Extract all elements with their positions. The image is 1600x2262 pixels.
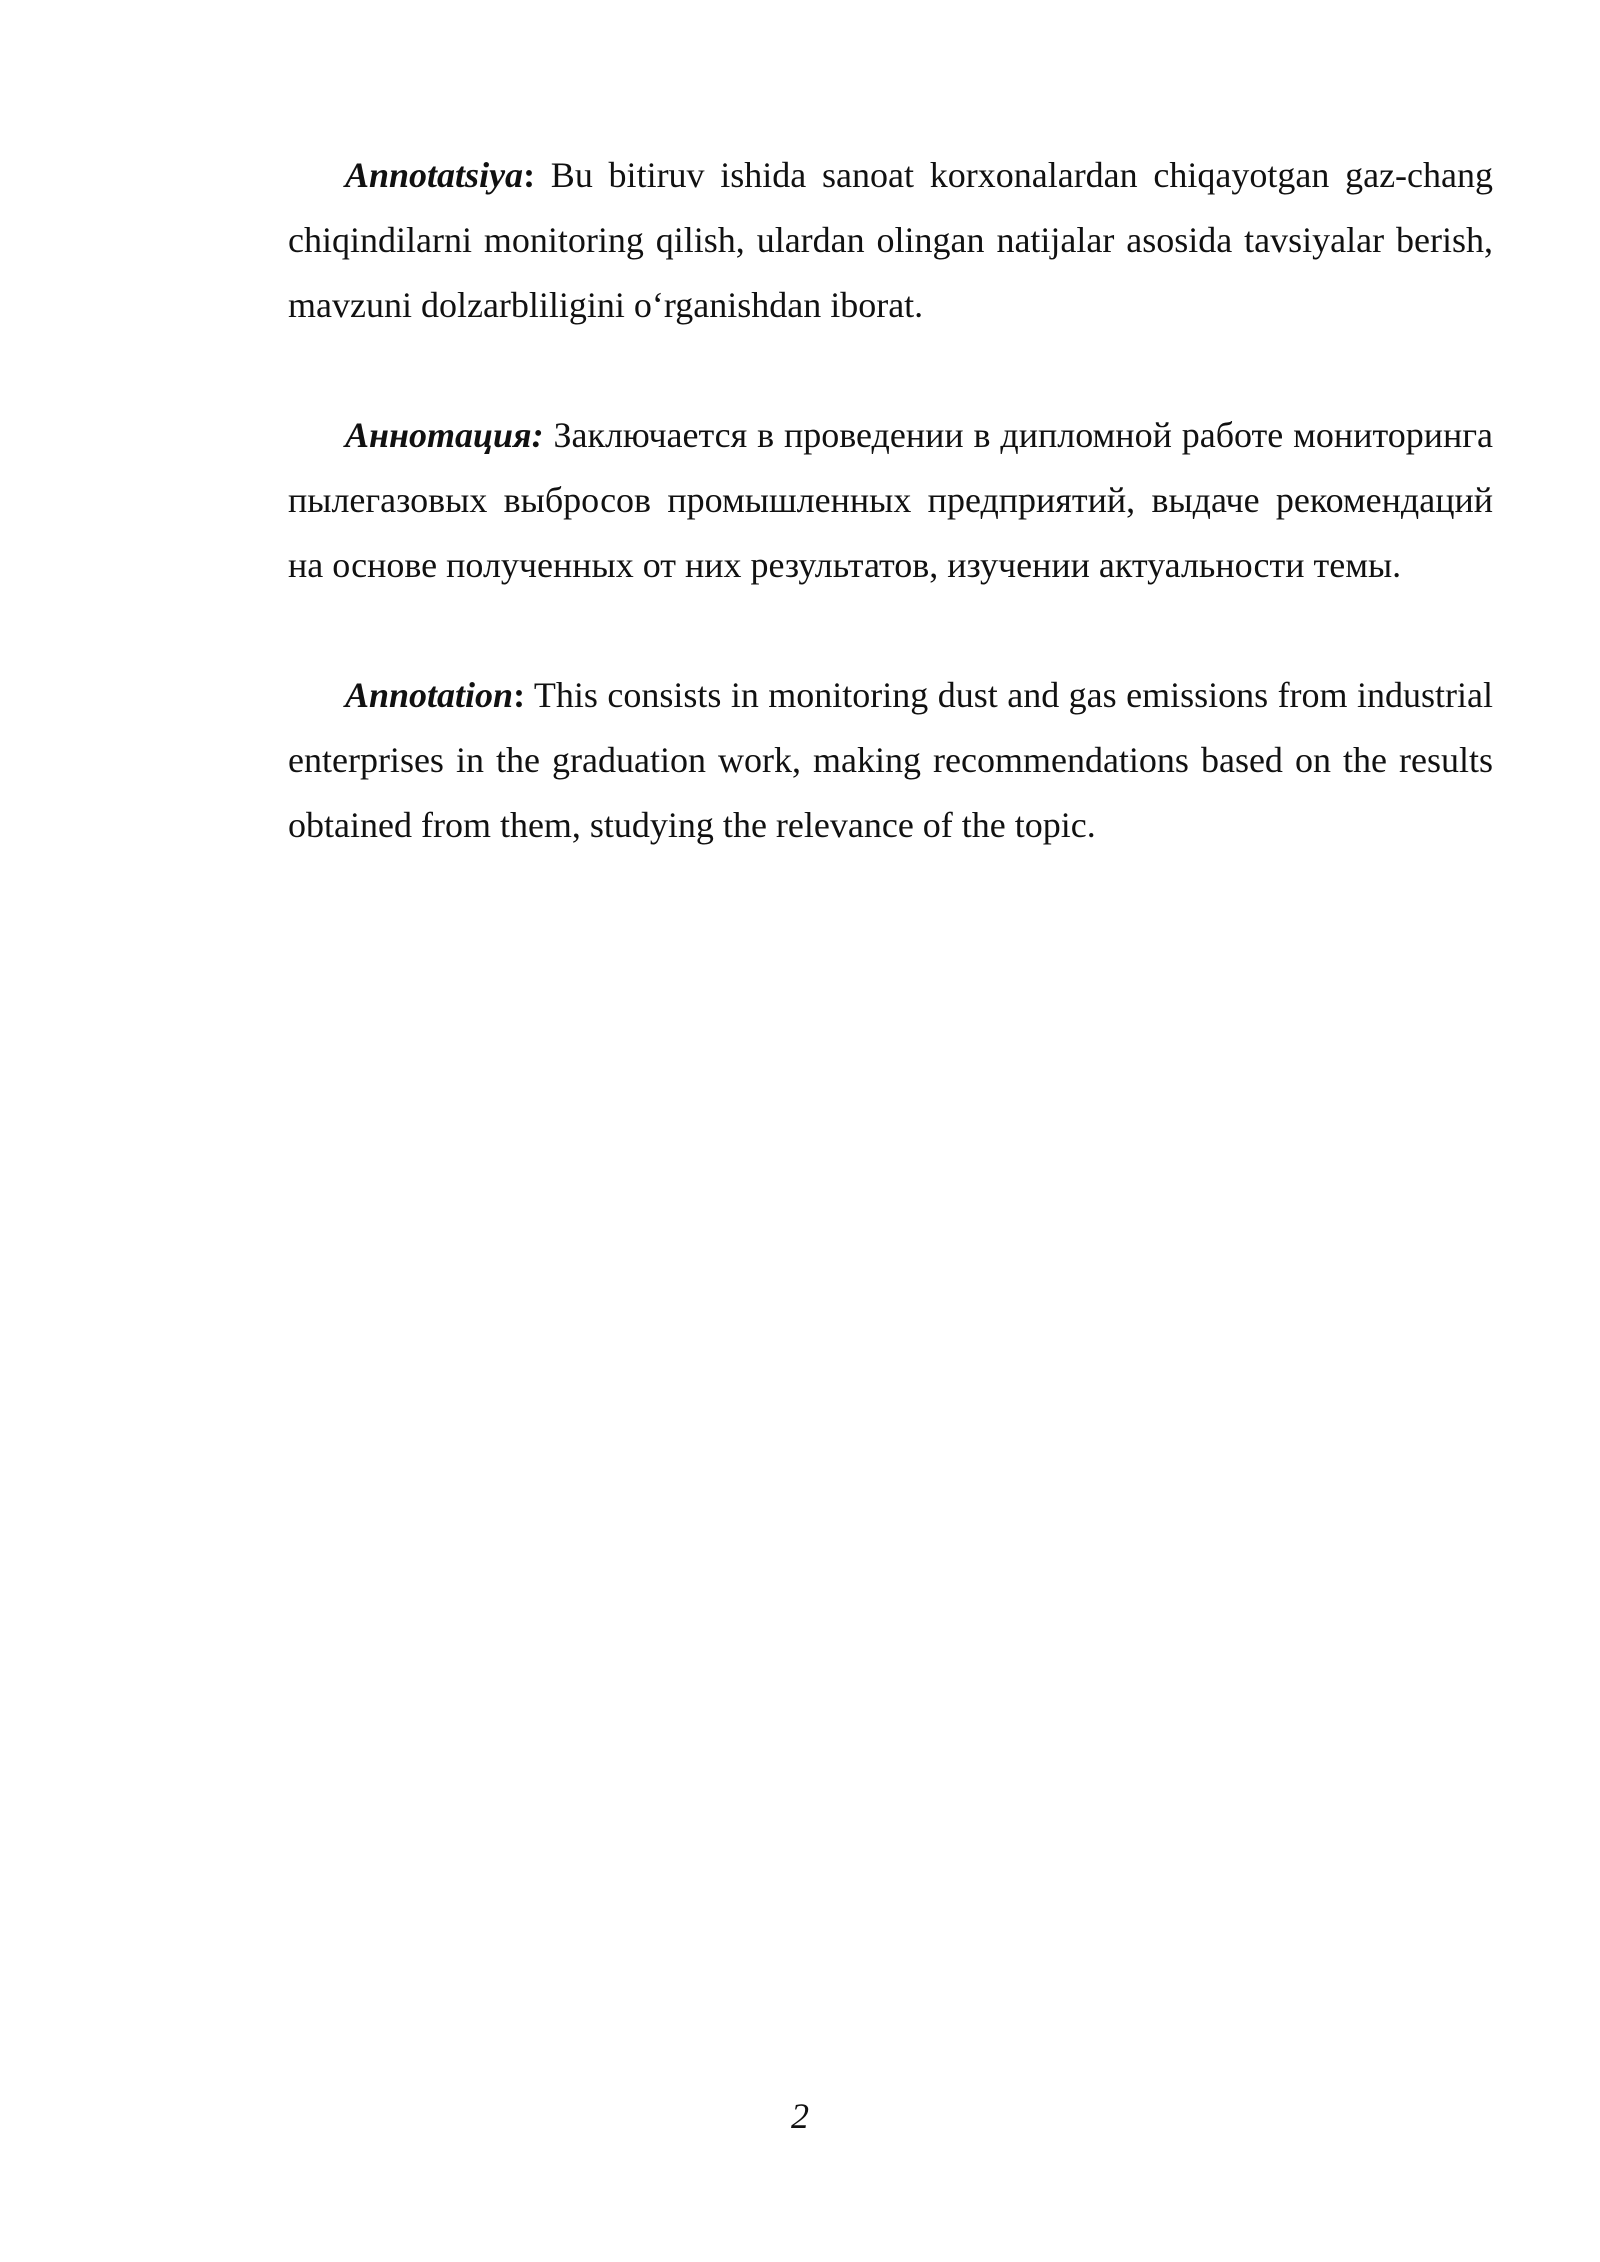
- annotation-russian-text: Заключается в проведении в дипломной работе мониторинга пылегазовых выбросов промышленных предприятий, выдаче рекомендаций на основе полученных от них результатов, изучении актуальности темы.: [288, 415, 1493, 585]
- page-number: 2: [791, 2096, 809, 2136]
- annotation-russian-label: Аннотация:: [345, 415, 544, 455]
- annotation-russian: [288, 403, 1493, 598]
- annotation-english-text: This consists in monitoring dust and gas emissions from industrial enterprises in the graduation work, making recommendations based on the results obtained from them, studying the relevance of the topic.: [288, 675, 1493, 845]
- annotation-uzbek: [288, 143, 1493, 338]
- annotation-english: [288, 663, 1493, 858]
- annotation-uzbek-colon: :: [523, 155, 536, 195]
- annotation-uzbek-label: Annotatsiya: [345, 155, 524, 195]
- annotations-section: [288, 143, 1493, 858]
- annotation-english-label: Annotation: [345, 675, 514, 715]
- annotation-uzbek-text: Bu bitiruv ishida sanoat korxonalardan chiqayotgan gaz-chang chiqindilarni monitoring qilish, ulardan olingan natijalar asosida tavsiyalar berish, mavzuni dolzarbliligini o‘rganishdan iborat.: [288, 155, 1493, 325]
- annotation-english-colon: :: [513, 675, 526, 715]
